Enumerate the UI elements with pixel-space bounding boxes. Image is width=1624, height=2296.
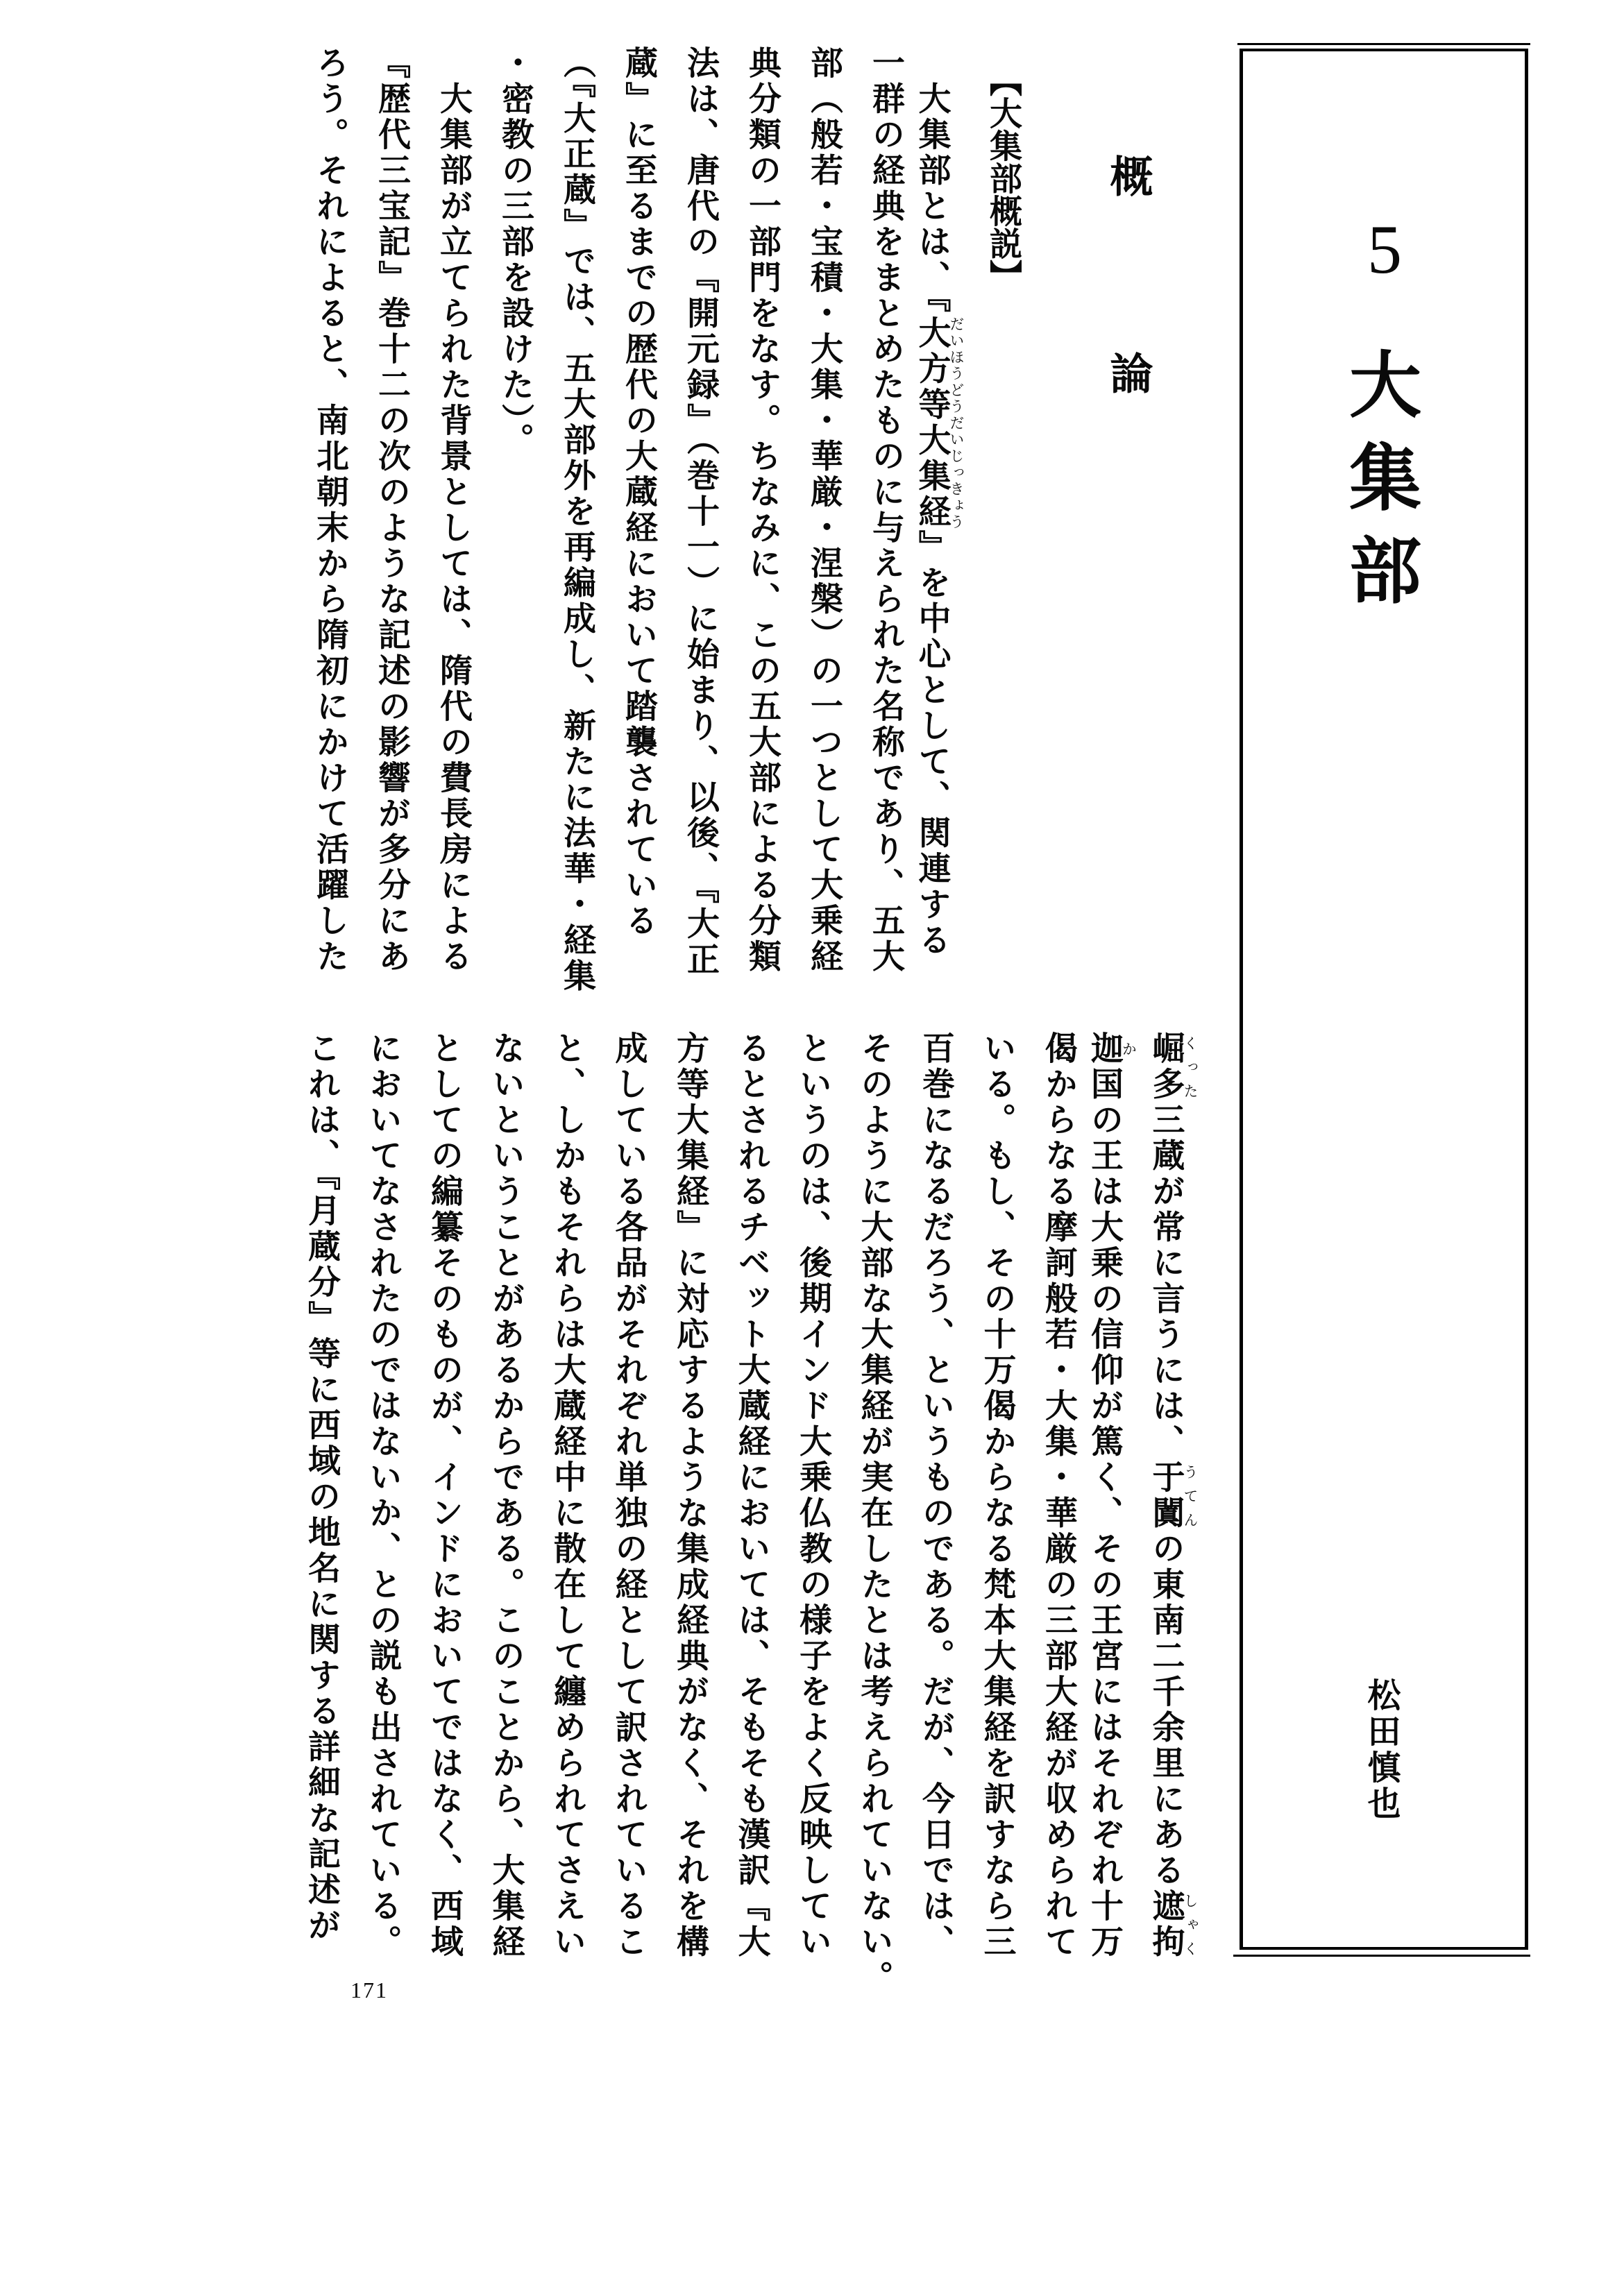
text-run: 三蔵が常に言うには、 xyxy=(1147,1103,1185,1460)
ruby-base: 遮拘 xyxy=(1147,1889,1185,1960)
text-column xyxy=(727,1031,771,1960)
text-run: 』を中心として、関連する xyxy=(913,529,951,959)
text-run: 典分類の一部門をなす。ちなみに、この五大部による分類 xyxy=(743,46,781,975)
text-column xyxy=(542,1031,584,1960)
ruby-base: 大方等大集経 xyxy=(913,315,951,530)
text-run: ・密教の三部を設けた）。 xyxy=(496,46,534,459)
text-column xyxy=(911,1031,955,1960)
text-run: 大集部が立てられた背景としては、隋代の費長房による xyxy=(434,46,473,975)
text-run: 偈からなる摩訶般若・大集・華厳の三部大経が収められて xyxy=(1040,1031,1078,1960)
text-run: るとされるチベット大蔵経においては、そもそも漢訳『大 xyxy=(732,1031,771,1960)
text-column xyxy=(737,46,779,975)
text-column xyxy=(788,1031,832,1960)
furigana: くった xyxy=(1182,1031,1199,1103)
text-column xyxy=(428,46,473,975)
text-run: 百巻になるだろう、というものである。だが、今日では、 xyxy=(917,1031,955,1960)
ruby-word xyxy=(1085,1031,1137,1067)
furigana: か xyxy=(1120,1031,1137,1067)
chapter-title-box xyxy=(1240,49,1528,1950)
text-column xyxy=(305,46,349,975)
ruby-word xyxy=(1147,1889,1199,1960)
text-run: （『大正蔵』では、五大部外を再編成し、新たに法華・経集 xyxy=(558,46,596,994)
page-number: 171 xyxy=(350,1978,388,2002)
ruby-word xyxy=(1147,1031,1199,1103)
text-column xyxy=(358,1031,403,1960)
text-column xyxy=(799,46,843,975)
text-run: これは、『月蔵分』等に西域の地名に関する詳細な記述が xyxy=(303,1031,341,1944)
text-column xyxy=(366,46,411,975)
text-column xyxy=(481,1031,523,1960)
ruby-base: 于闐 xyxy=(1147,1460,1185,1531)
text-column xyxy=(490,46,532,459)
section-title: 概 論 xyxy=(1103,154,1153,450)
text-run: 方等大集経』に対応するような集成経典がなく、それを構 xyxy=(671,1031,709,1960)
text-run: 一群の経典をまとめたものに与えられた名称であり、五大 xyxy=(867,46,905,975)
author-name: 松田慎也 xyxy=(1362,1678,1401,1822)
text-run: 大集部とは、『 xyxy=(913,46,951,316)
text-column xyxy=(675,46,720,978)
text-run: の東南二千余里にある xyxy=(1147,1531,1185,1889)
text-run: いる。もし、その十万偈からなる梵本大集経を訳すなら三 xyxy=(978,1031,1017,1960)
text-column xyxy=(913,46,965,959)
text-run: ろう。それによると、南北朝末から隋初にかけて活躍した xyxy=(311,46,349,975)
chapter-number: 5 xyxy=(1367,211,1402,288)
text-run: 蔵』に至るまでの歴代の大蔵経において踏襲されている xyxy=(620,46,658,939)
ruby-word xyxy=(913,315,965,530)
text-column xyxy=(861,46,905,975)
text-column xyxy=(552,46,596,994)
text-column xyxy=(1147,1031,1199,1960)
text-run: 成している各品がそれぞれ単独の経として訳されているこ xyxy=(609,1031,648,1960)
subsection-heading: 【大集部概説】 xyxy=(984,64,1022,292)
text-run: 『歴代三宝記』巻十二の次のような記述の影響が多分にあ xyxy=(373,46,411,975)
text-column xyxy=(604,1031,648,1960)
text-run: としての編纂そのものが、インドにおいてではなく、西域 xyxy=(425,1031,464,1960)
ruby-base: 崛多 xyxy=(1147,1031,1185,1103)
text-run: 国の王は大乗の信仰が篤く、その王宮にはそれぞれ十万 xyxy=(1085,1066,1124,1960)
ruby-base: 迦 xyxy=(1085,1031,1124,1067)
chapter-title: 大集部 xyxy=(1337,347,1422,626)
text-column xyxy=(419,1031,464,1960)
ruby-word xyxy=(1147,1460,1199,1531)
text-run: そのように大部な大集経が実在したとは考えられていない。 xyxy=(855,1031,894,1996)
text-column xyxy=(1033,1031,1078,1960)
text-column xyxy=(972,1031,1017,1960)
text-column xyxy=(1085,1031,1137,1960)
text-run: 部（般若・宝積・大集・華厳・涅槃）の一つとして大乗経 xyxy=(805,46,843,975)
text-run: と、しかもそれらは大蔵経中に散在して纏められてさえい xyxy=(548,1031,586,1960)
text-run: 法は、唐代の『開元録』（巻十一）に始まり、以後、『大正 xyxy=(682,46,720,978)
furigana: うてん xyxy=(1182,1460,1199,1531)
text-column xyxy=(614,46,658,939)
text-run: というのは、後期インド大乗仏教の様子をよく反映してい xyxy=(794,1031,832,1960)
text-run: ないということがあるからである。このことから、大集経 xyxy=(487,1031,525,1960)
text-column xyxy=(849,1031,894,1996)
text-column xyxy=(665,1031,707,1960)
furigana: だいほうどうだいじっきょう xyxy=(948,315,965,530)
furigana: しゃく xyxy=(1182,1889,1199,1960)
text-run: においてなされたのではないか、との説も出されている。 xyxy=(364,1031,403,1960)
text-column xyxy=(296,1031,341,1944)
